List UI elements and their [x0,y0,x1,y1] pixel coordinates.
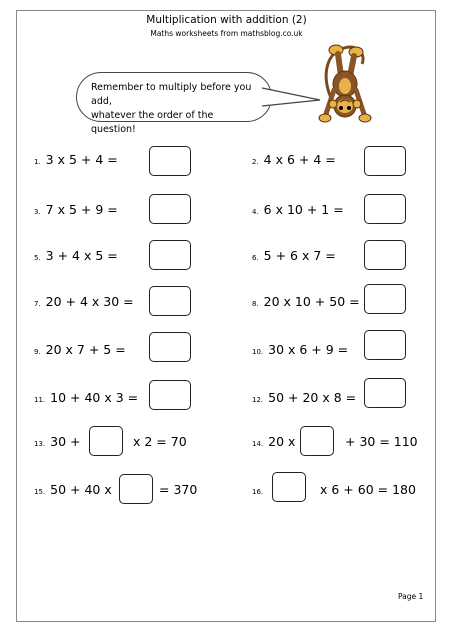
question-text: 20 + 4 x 30 = [45,294,134,309]
answer-box-1[interactable] [149,146,191,176]
question-number: 12. [252,396,264,404]
question-number: 10. [252,348,264,356]
question-number: 11. [34,396,46,404]
question-13 [34,434,80,452]
question-text: 50 + 20 x 8 = [268,390,357,405]
answer-box-13[interactable] [89,426,123,456]
answer-box-6[interactable] [364,240,406,270]
question-text: 3 x 5 + 4 = [45,152,118,167]
answer-box-12[interactable] [364,378,406,408]
answer-box-11[interactable] [149,380,191,410]
answer-box-10[interactable] [364,330,406,360]
question-text: 6 x 10 + 1 = [263,202,344,217]
answer-box-7[interactable] [149,286,191,316]
answer-box-8[interactable] [364,284,406,314]
question-4 [252,202,344,220]
question-14 [252,434,295,452]
question-text-before: 20 x [268,434,296,449]
answer-box-2[interactable] [364,146,406,176]
question-number: 16. [252,488,264,496]
question-text: 4 x 6 + 4 = [263,152,336,167]
question-13-after: x 2 = 70 [133,434,187,449]
question-number: 9. [34,348,41,356]
question-6 [252,248,336,266]
question-16 [252,482,264,500]
worksheet-subtitle: Maths worksheets from mathsblog.co.uk [150,29,303,38]
question-text: 10 + 40 x 3 = [50,390,139,405]
question-text-before: 50 + 40 x [50,482,112,497]
question-10 [252,342,348,360]
question-text: 20 x 7 + 5 = [45,342,126,357]
answer-box-5[interactable] [149,240,191,270]
question-15 [34,482,112,500]
question-number: 14. [252,440,264,448]
speech-bubble-line-2: whatever the order of the question! [91,110,214,135]
question-number: 7. [34,300,41,308]
question-5 [34,248,118,266]
question-text: 3 + 4 x 5 = [45,248,118,263]
speech-bubble-line-1: Remember to multiply before you add, [91,82,252,107]
question-text: 30 x 6 + 9 = [268,342,349,357]
worksheet-title: Multiplication with addition (2) [146,14,307,26]
question-number: 2. [252,158,259,166]
answer-box-4[interactable] [364,194,406,224]
speech-bubble [76,72,272,135]
question-number: 3. [34,208,41,216]
question-15-after: = 370 [159,482,198,497]
answer-box-15[interactable] [119,474,153,504]
answer-box-16[interactable] [272,472,306,502]
question-3 [34,202,118,220]
monkey-handstand-icon [314,40,376,132]
answer-box-14[interactable] [300,426,334,456]
question-number: 1. [34,158,41,166]
answer-box-3[interactable] [149,194,191,224]
question-text: 20 x 10 + 50 = [263,294,360,309]
question-text: 7 x 5 + 9 = [45,202,118,217]
question-number: 5. [34,254,41,262]
question-number: 13. [34,440,46,448]
question-number: 15. [34,488,46,496]
question-1 [34,152,118,170]
question-text-before: 30 + [50,434,81,449]
page-number: Page 1 [398,592,424,601]
question-7 [34,294,134,312]
question-9 [34,342,126,360]
question-12 [252,390,356,408]
answer-box-9[interactable] [149,332,191,362]
question-text: 5 + 6 x 7 = [263,248,336,263]
question-number: 6. [252,254,259,262]
question-14-after: + 30 = 110 [345,434,418,449]
question-number: 4. [252,208,259,216]
question-11 [34,390,138,408]
question-16-after: x 6 + 60 = 180 [320,482,416,497]
speech-bubble-tail [262,86,322,110]
question-number: 8. [252,300,259,308]
question-8 [252,294,360,312]
question-2 [252,152,336,170]
